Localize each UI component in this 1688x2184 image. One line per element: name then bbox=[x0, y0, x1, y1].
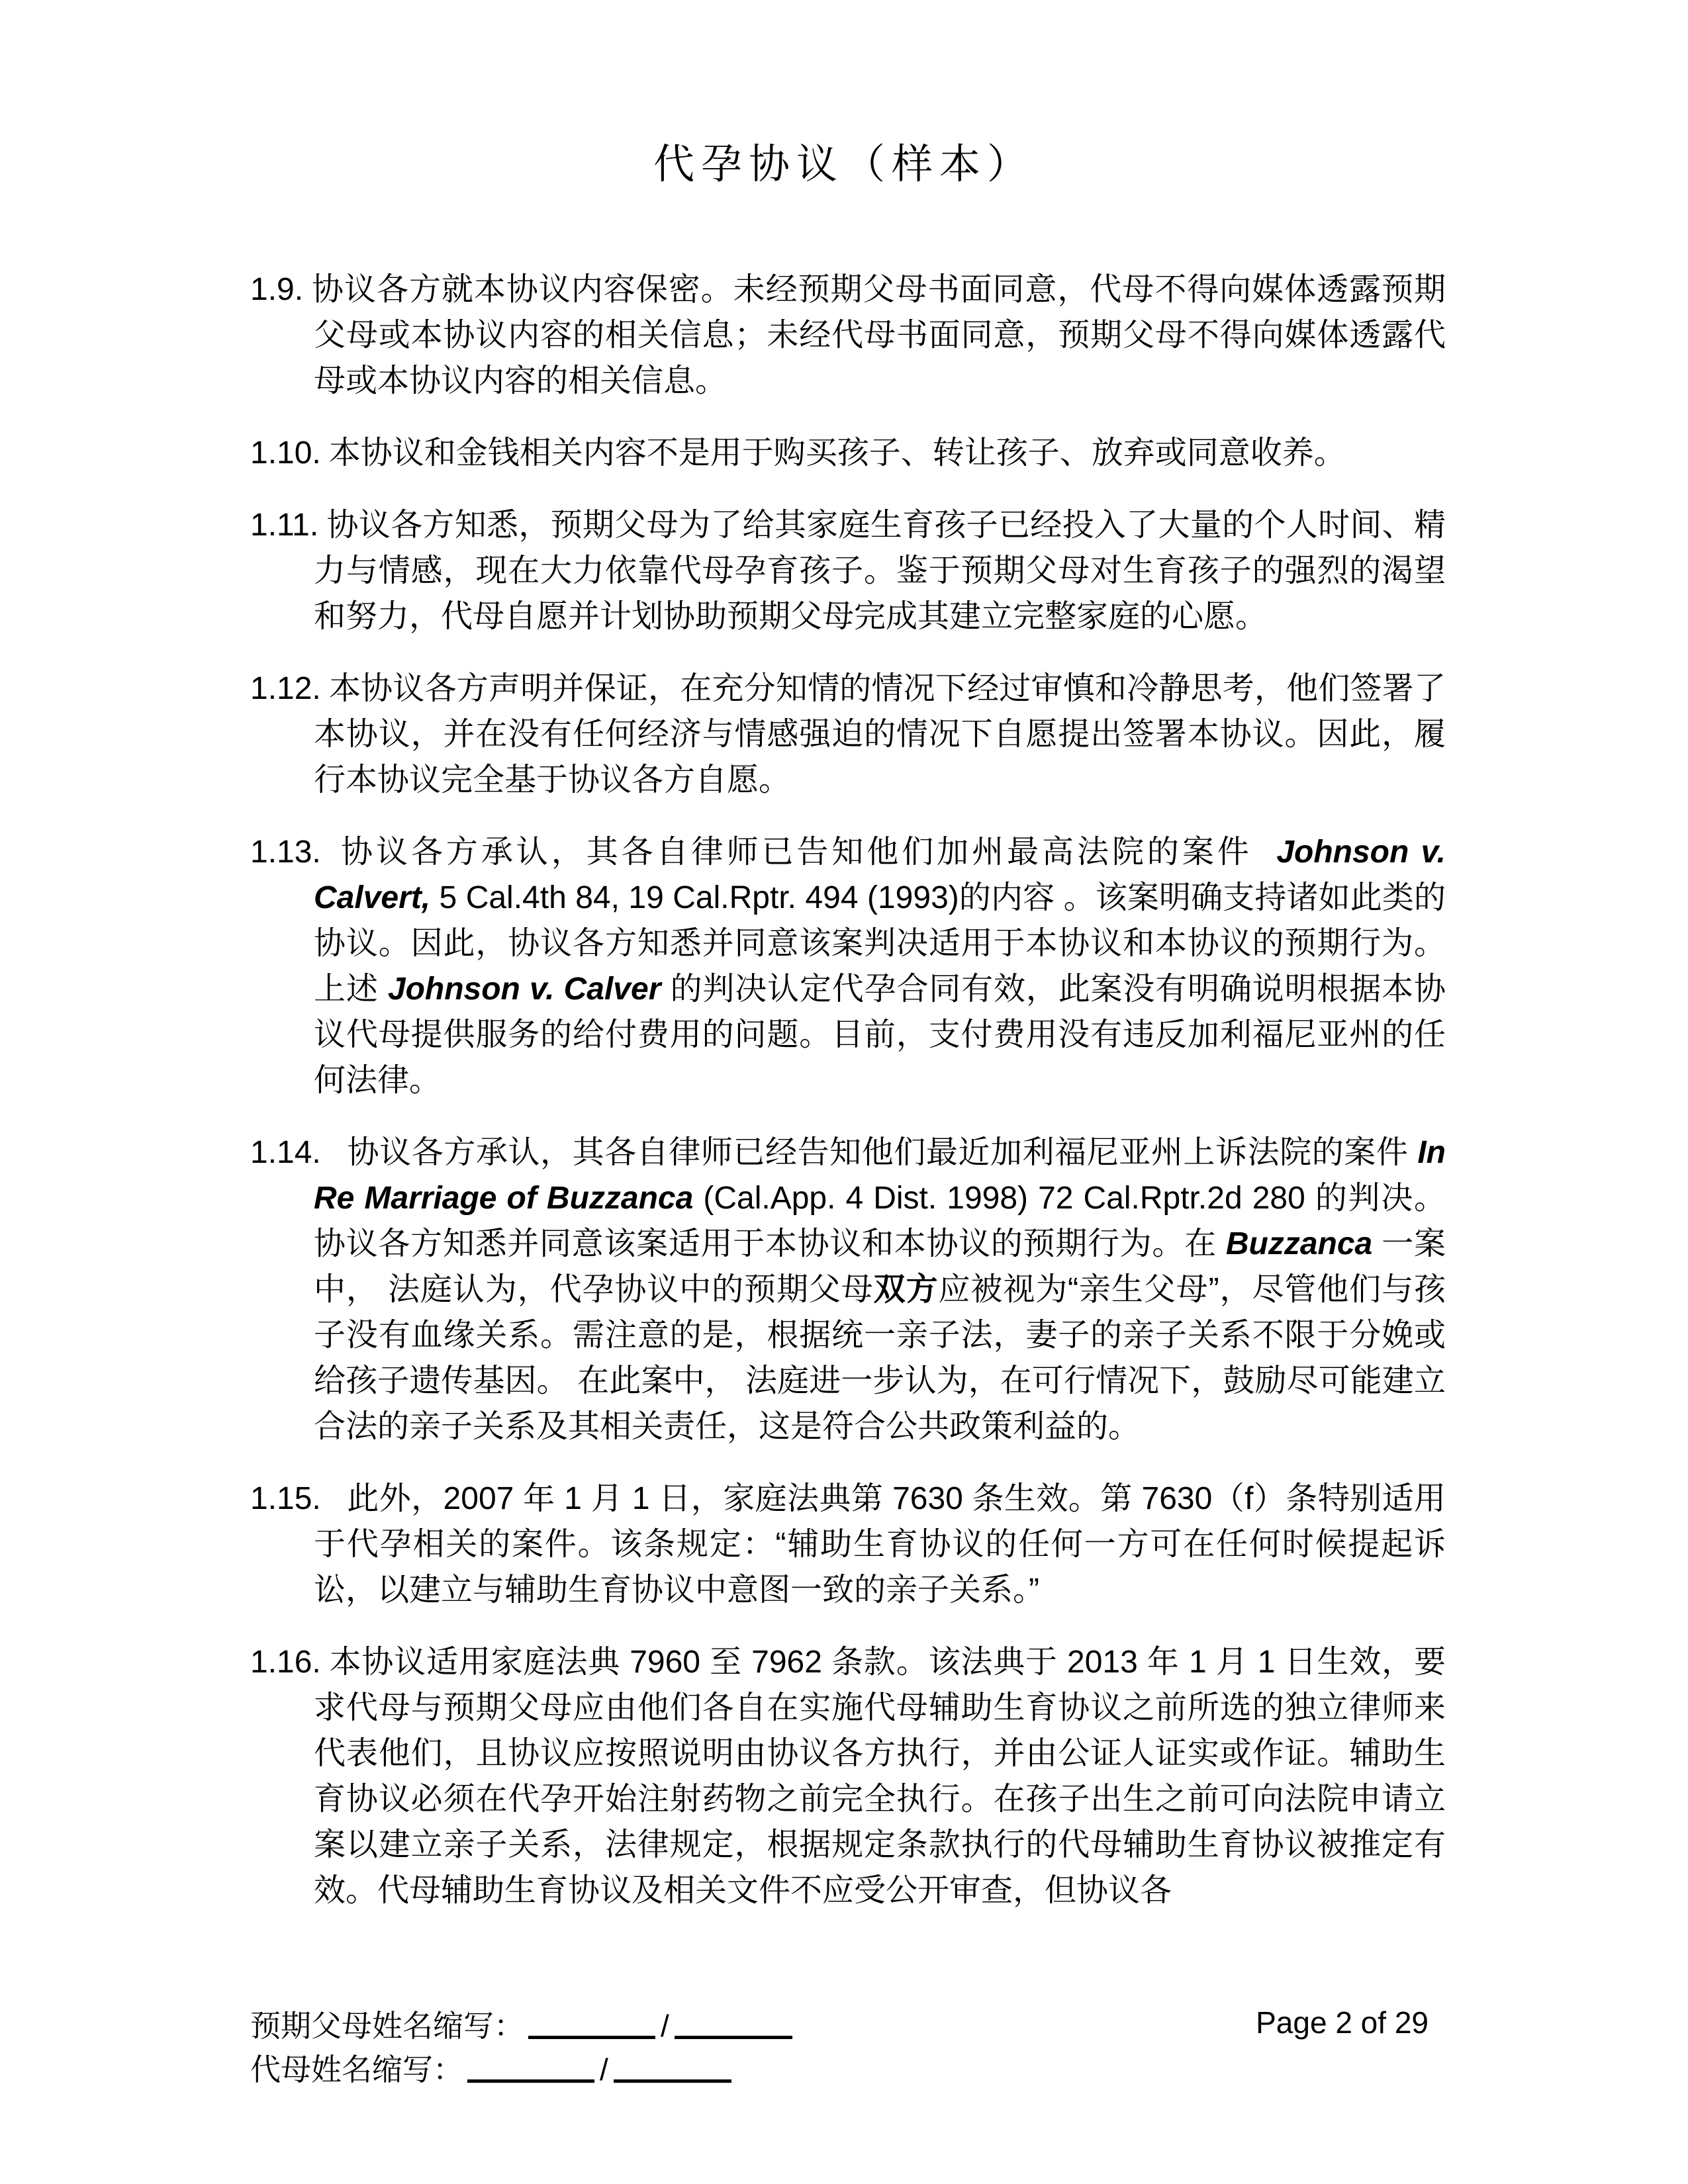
paragraph-1-15 bbox=[250, 1476, 1446, 1613]
paragraph-number: 1.11. bbox=[250, 508, 319, 543]
case-citation: In Re Marriage of Buzzanca bbox=[314, 1135, 1455, 1216]
paragraph-number: 1.16. bbox=[250, 1645, 321, 1680]
page-number: Page 2 of 29 bbox=[1256, 2005, 1429, 2040]
slash-separator: / bbox=[600, 2052, 608, 2087]
text-run: 的判决认定代孕合同有效，此案没有明确说明根据本协议代母提供服务的给付费用的问题。目前，支付费用没有违反加利福尼亚州的任何法律。 bbox=[314, 972, 1446, 1098]
initials-blank bbox=[528, 2012, 655, 2039]
initials-blank bbox=[467, 2056, 594, 2083]
text-run: 本协议和金钱相关内容不是用于购买孩子、转让孩子、放弃或同意收养。 bbox=[328, 435, 1346, 471]
case-citation: Buzzanca bbox=[1225, 1226, 1373, 1261]
slash-separator: / bbox=[661, 2009, 669, 2043]
paragraph-1-13 bbox=[250, 829, 1455, 1103]
surrogate-initials-label: 代母姓名缩写： bbox=[250, 2052, 463, 2087]
text-run: 协议各方承认，其各自律师已告知他们加州最高法院的案件 bbox=[328, 835, 1277, 870]
paragraph-1-10 bbox=[250, 430, 1446, 476]
text-run: 协议各方承认，其各自律师已经告知他们最近加利福尼亚州上诉法院的案件 bbox=[328, 1135, 1418, 1170]
footer-intended-parents-initials-line bbox=[250, 2004, 796, 2048]
paragraph-number: 1.9. bbox=[250, 272, 304, 307]
emphasized-text: 双方 bbox=[873, 1272, 939, 1307]
text-run: 本协议适用家庭法典 7960 至 7962 条款。该法典于 2013 年 1 月 1 日生效，要求代母与预期父母应由他们各自在实施代母辅助生育协议之前所选的独立律师来代表他们，且协议应按照说明由协议各方执行，并由公证人证实或作证。辅助生育协议必须在代孕开始注射药物之前完全执行。在孩子出生之前可向法院申请立案以建立亲子关系，法律规定，根据规定条款执行的代母辅助生育协议被推定有效。代母辅助生育协议及相关文件不应受公开审查，但协议各 bbox=[314, 1645, 1446, 1908]
paragraph-1-9 bbox=[250, 267, 1446, 404]
case-citation: Johnson v. Calvert, bbox=[314, 835, 1455, 915]
text-run: 应被视为“亲生父母”，尽管他们与孩子没有血缘关系。需注意的是，根据统一亲子法，妻子的亲子关系不限于分娩或给孩子遗传基因。 在此案中， 法庭进一步认为，在可行情况下，鼓励尽可能建立合法的亲子关系及其相关责任，这是符合公共政策利益的。 bbox=[314, 1272, 1446, 1444]
text-run: 5 Cal.4th 84, 19 Cal.Rptr. 494 (1993)的内容 。该案明确支持诸如此类的协议。因此，协议各方知悉并同意该案判决适用于本协议和本协议的预期行为。上述 bbox=[314, 880, 1446, 1007]
intended-parents-initials-label: 预期父母姓名缩写： bbox=[250, 2009, 524, 2043]
text-run: 协议各方知悉，预期父母为了给其家庭生育孩子已经投入了大量的个人时间、精力与情感，现在大力依靠代母孕育孩子。鉴于预期父母对生育孩子的强烈的渴望和努力，代母自愿并计划协助预期父母完成其建立完整家庭的心愿。 bbox=[314, 508, 1446, 634]
text-run: 协议各方就本协议内容保密。未经预期父母书面同意，代母不得向媒体透露预期父母或本协议内容的相关信息；未经代母书面同意，预期父母不得向媒体透露代母或本协议内容的相关信息。 bbox=[311, 272, 1446, 398]
paragraph-number: 1.15. bbox=[250, 1481, 321, 1516]
paragraph-1-11 bbox=[250, 502, 1446, 639]
paragraph-1-12 bbox=[250, 666, 1446, 803]
paragraph-number: 1.10. bbox=[250, 435, 321, 471]
text-run: 一案中， 法庭认为，代孕协议中的预期父母 bbox=[314, 1226, 1446, 1307]
paragraph-1-14 bbox=[250, 1130, 1455, 1449]
text-run: (Cal.App. 4 Dist. 1998) 72 Cal.Rptr.2d 280 的判决。协议各方知悉并同意该案适用于本协议和本协议的预期行为。在 bbox=[314, 1181, 1446, 1261]
paragraph-number: 1.13. bbox=[250, 835, 321, 870]
paragraph-number: 1.14. bbox=[250, 1135, 321, 1170]
text-run: 本协议各方声明并保证，在充分知情的情况下经过审慎和冷静思考，他们签署了本协议，并在没有任何经济与情感强迫的情况下自愿提出签署本协议。因此，履行本协议完全基于协议各方自愿。 bbox=[314, 671, 1446, 797]
initials-blank bbox=[614, 2056, 731, 2083]
agreement-body bbox=[250, 267, 1455, 1913]
case-citation: Johnson v. Calver bbox=[387, 972, 661, 1007]
paragraph-1-16 bbox=[250, 1639, 1446, 1913]
text-run: 此外，2007 年 1 月 1 日，家庭法典第 7630 条生效。第 7630（f）条特别适用于代孕相关的案件。该条规定：“辅助生育协议的任何一方可在任何时候提起诉讼，以建立与辅助生育协议中意图一致的亲子关系。” bbox=[314, 1481, 1446, 1608]
initials-blank bbox=[675, 2012, 792, 2039]
document-title: 代孕协议（样本） bbox=[653, 142, 1035, 187]
footer-initials-block bbox=[250, 2004, 796, 2091]
paragraph-number: 1.12. bbox=[250, 671, 321, 706]
footer-surrogate-initials-line bbox=[250, 2048, 796, 2091]
